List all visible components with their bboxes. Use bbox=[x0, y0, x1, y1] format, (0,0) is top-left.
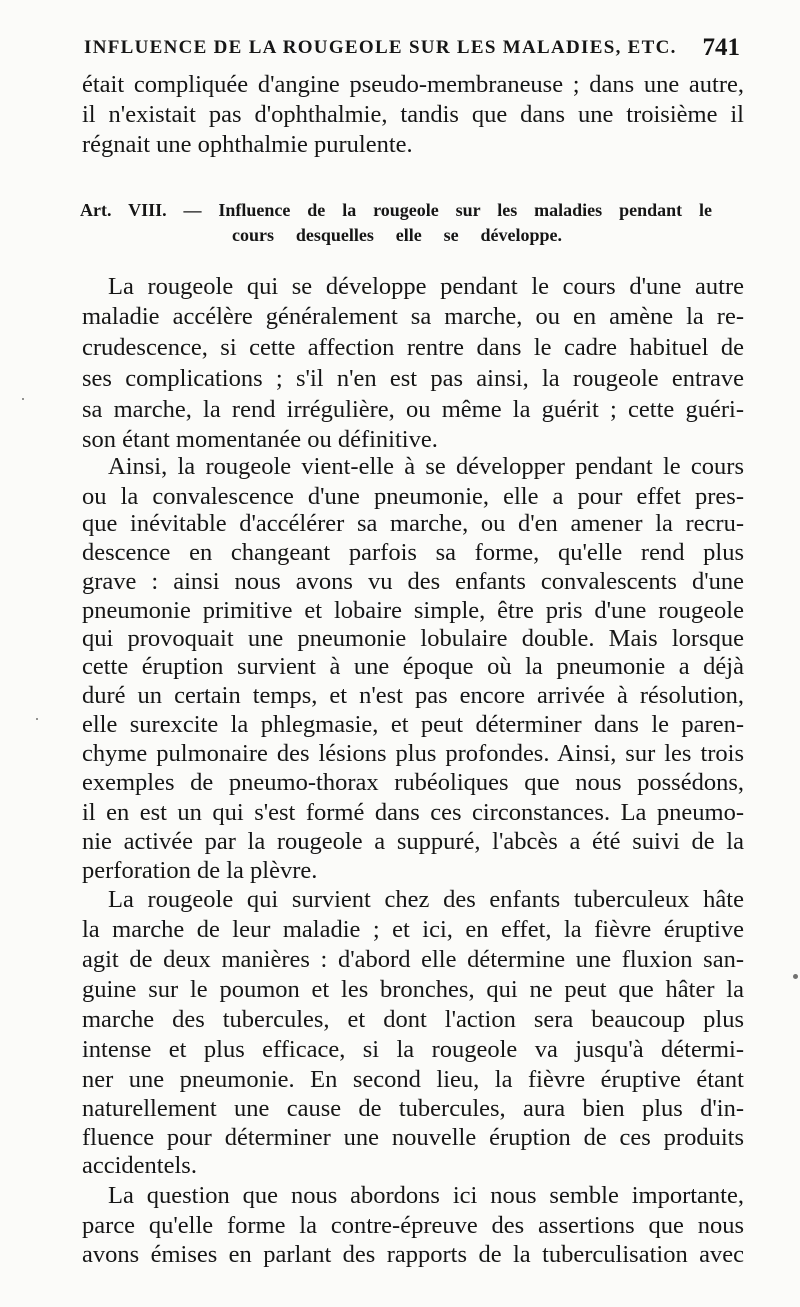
text-line: son étant momentanée ou définitive. bbox=[82, 426, 438, 453]
text-line: cette éruption survient à une époque où la pneumonie a déjà bbox=[82, 653, 744, 680]
text-line: nie activée par la rougeole a suppuré, l'abcès a été suivi de la bbox=[82, 828, 744, 855]
section-heading-line-2: cours desquelles elle se développe. bbox=[232, 225, 562, 245]
ink-speck bbox=[36, 718, 38, 720]
text-line: La rougeole qui survient chez des enfants tuberculeux hâte bbox=[108, 886, 744, 913]
text-line: qui provoquait une pneumonie lobulaire double. Mais lorsque bbox=[82, 625, 744, 652]
text-line: grave : ainsi nous avons vu des enfants convalescents d'une bbox=[82, 568, 744, 595]
text-line: il n'existait pas d'ophthalmie, tandis que dans une troisième il bbox=[82, 101, 744, 128]
text-line: naturellement une cause de tubercules, aura bien plus d'in- bbox=[82, 1095, 744, 1122]
text-line: ner une pneumonie. En second lieu, la fièvre éruptive étant bbox=[82, 1066, 744, 1093]
text-line: que inévitable d'accélérer sa marche, ou d'en amener la recru- bbox=[82, 510, 744, 537]
text-line: Ainsi, la rougeole vient-elle à se développer pendant le cours bbox=[108, 453, 744, 480]
ink-speck bbox=[793, 974, 798, 979]
text-line: agit de deux manières : d'abord elle détermine une fluxion san- bbox=[82, 946, 744, 973]
text-line: perforation de la plèvre. bbox=[82, 857, 318, 884]
text-line: ses complications ; s'il n'en est pas ainsi, la rougeole entrave bbox=[82, 365, 744, 392]
text-line: la marche de leur maladie ; et ici, en effet, la fièvre éruptive bbox=[82, 916, 744, 943]
text-line: marche des tubercules, et dont l'action sera beaucoup plus bbox=[82, 1006, 744, 1033]
text-line: parce qu'elle forme la contre-épreuve des assertions que nous bbox=[82, 1212, 744, 1239]
running-title: INFLUENCE DE LA ROUGEOLE SUR LES MALADIES, ETC. bbox=[84, 37, 677, 58]
text-line: pneumonie primitive et lobaire simple, être pris d'une rougeole bbox=[82, 597, 744, 624]
text-line: accidentels. bbox=[82, 1152, 197, 1179]
text-line: était compliquée d'angine pseudo-membraneuse ; dans une autre, bbox=[82, 71, 744, 98]
text-line: il en est un qui s'est formé dans ces circonstances. La pneumo- bbox=[82, 799, 744, 826]
text-line: guine sur le poumon et les bronches, qui ne peut que hâter la bbox=[82, 976, 744, 1003]
page-number: 741 bbox=[702, 34, 740, 61]
text-line: exemples de pneumo-thorax rubéoliques que nous possédons, bbox=[82, 769, 744, 796]
text-line: avons émises en parlant des rapports de la tuberculisation avec bbox=[82, 1241, 744, 1268]
text-line: crudescence, si cette affection rentre dans le cadre habituel de bbox=[82, 334, 744, 361]
running-head bbox=[84, 34, 744, 64]
ink-speck bbox=[22, 398, 24, 400]
text-line: fluence pour déterminer une nouvelle éruption de ces produits bbox=[82, 1124, 744, 1151]
text-line: régnait une ophthalmie purulente. bbox=[82, 131, 413, 158]
text-line: sa marche, la rend irrégulière, ou même la guérit ; cette guéri- bbox=[82, 396, 744, 423]
text-line: chyme pulmonaire des lésions plus profondes. Ainsi, sur les trois bbox=[82, 740, 744, 767]
text-line: elle surexcite la phlegmasie, et peut déterminer dans le paren- bbox=[82, 711, 744, 738]
text-line: La rougeole qui se développe pendant le cours d'une autre bbox=[108, 273, 744, 300]
text-line: descence en changeant parfois sa forme, qu'elle rend plus bbox=[82, 539, 744, 566]
text-line: intense et plus efficace, si la rougeole va jusqu'à détermi- bbox=[82, 1036, 744, 1063]
text-line: duré un certain temps, et n'est pas encore arrivée à résolution, bbox=[82, 682, 744, 709]
text-line: ou la convalescence d'une pneumonie, elle a pour effet pres- bbox=[82, 483, 744, 510]
text-line: La question que nous abordons ici nous semble importante, bbox=[108, 1182, 744, 1209]
text-line: maladie accélère généralement sa marche, ou en amène la re- bbox=[82, 303, 744, 330]
section-heading-line-1: Art. VIII. — Influence de la rougeole sur les maladies pendant le bbox=[80, 200, 712, 220]
